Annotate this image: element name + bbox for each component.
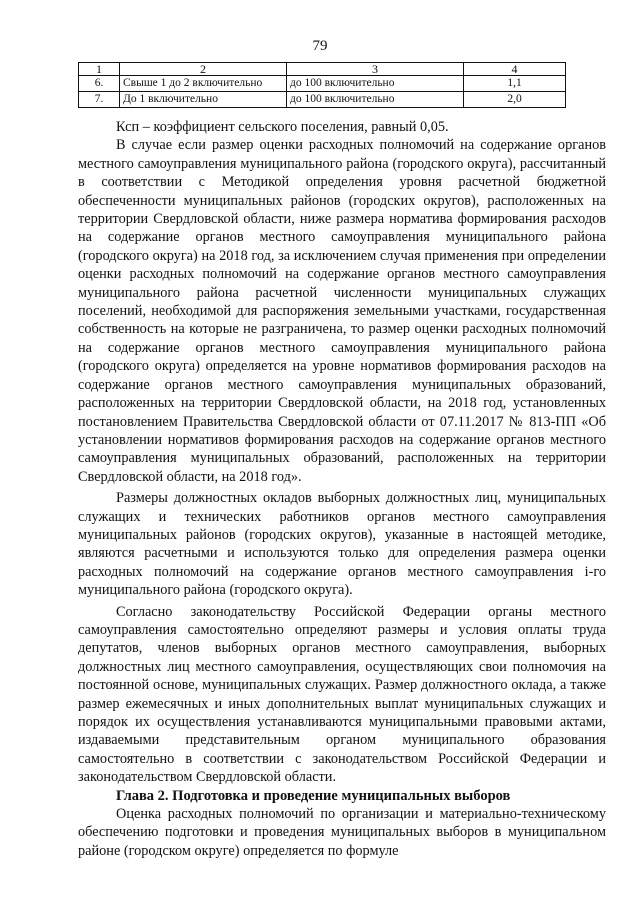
paragraph-legislation: Согласно законодательству Российской Федерации органы местного самоуправления самостоятельно определяют размеры и условия оплаты труда депутатов, членов выборных органов местного самоуправления, выборных должностных лиц местного самоуправления, осуществляющих свои полномочия на постоянной основе, муниципальных служащих. Размер должностного оклада, а также размер ежемесячных и иных дополнительных выплат муниципальных служащих и порядок их осуществления устанавливаются муниципальными правовыми актами, издаваемыми представительным органом муниципального образования самостоятельно в соответствии с законодательством Российской Федерации и законодательством Свердловской области. — [78, 603, 606, 786]
row-number: 7. — [79, 92, 120, 108]
paragraph-elections-formula: Оценка расходных полномочий по организации и материально-техническому обеспечению подготовки и проведения муниципальных выборов в муниципальном районе (городском округе) определяется по формуле — [78, 806, 606, 859]
condition-cell: до 100 включительно — [287, 76, 464, 92]
population-cell: До 1 включительно — [120, 92, 287, 108]
condition-cell: до 100 включительно — [287, 92, 464, 108]
row-number: 6. — [79, 76, 120, 92]
column-header: 2 — [120, 63, 287, 76]
coefficient-cell: 2,0 — [464, 92, 566, 108]
column-header: 1 — [79, 63, 120, 76]
table-row — [79, 92, 566, 108]
table-row — [79, 76, 566, 92]
paragraph-assessment-rule: В случае если размер оценки расходных полномочий на содержание органов местного самоуправления муниципального района (городского округа), рассчитанный в соответствии с Методикой определения уровня расчетной бюджетной обеспеченности муниципальных районов (городских округов), расположенных на территории Свердловской области, ниже размера норматива формирования расходов на содержание органов местного самоуправления муниципального района (городского округа) на 2018 год, за исключением случая применения при определении оценки расходных полномочий на содержание органов местного самоуправления муниципального района расчетной численности муниципальных служащих поселений, необходимой для распоряжения земельными участками, государственная собственность на которые не разграничена, то размер оценки расходных полномочий на содержание органов местного самоуправления муниципального района (городского округа) определяется на уровне нормативов формирования расходов на содержание органов местного самоуправления муниципальных образований, расположенных на территории Свердловской области, на 2018 год, установленных постановлением Правительства Свердловской области от 07.11.2017 № 813-ПП «Об установлении нормативов формирования расходов на содержание органов местного самоуправления муниципальных образований, расположенных на территории Свердловской области, на 2018 год». — [78, 137, 606, 485]
document-body — [78, 118, 606, 860]
column-header: 3 — [287, 63, 464, 76]
chapter-heading: Глава 2. Подготовка и проведение муниципальных выборов — [116, 787, 511, 804]
table-header-row — [79, 63, 566, 76]
coefficient-cell: 1,1 — [464, 76, 566, 92]
paragraph-ksp-definition: Ксп – коэффициент сельского поселения, равный 0,05. — [116, 119, 449, 135]
population-cell: Свыше 1 до 2 включительно — [120, 76, 287, 92]
paragraph-salary-sizes: Размеры должностных окладов выборных должностных лиц, муниципальных служащих и технических работников органов местного самоуправления муниципальных районов (городских округов), указанные в настоящей методике, являются расчетными и используются только для определения размера оценки расходных полномочий на содержание органов местного самоуправления i-го муниципального района (городского округа). — [78, 490, 606, 599]
page-number: 79 — [312, 38, 328, 54]
column-header: 4 — [464, 63, 566, 76]
coefficient-table — [78, 62, 566, 108]
